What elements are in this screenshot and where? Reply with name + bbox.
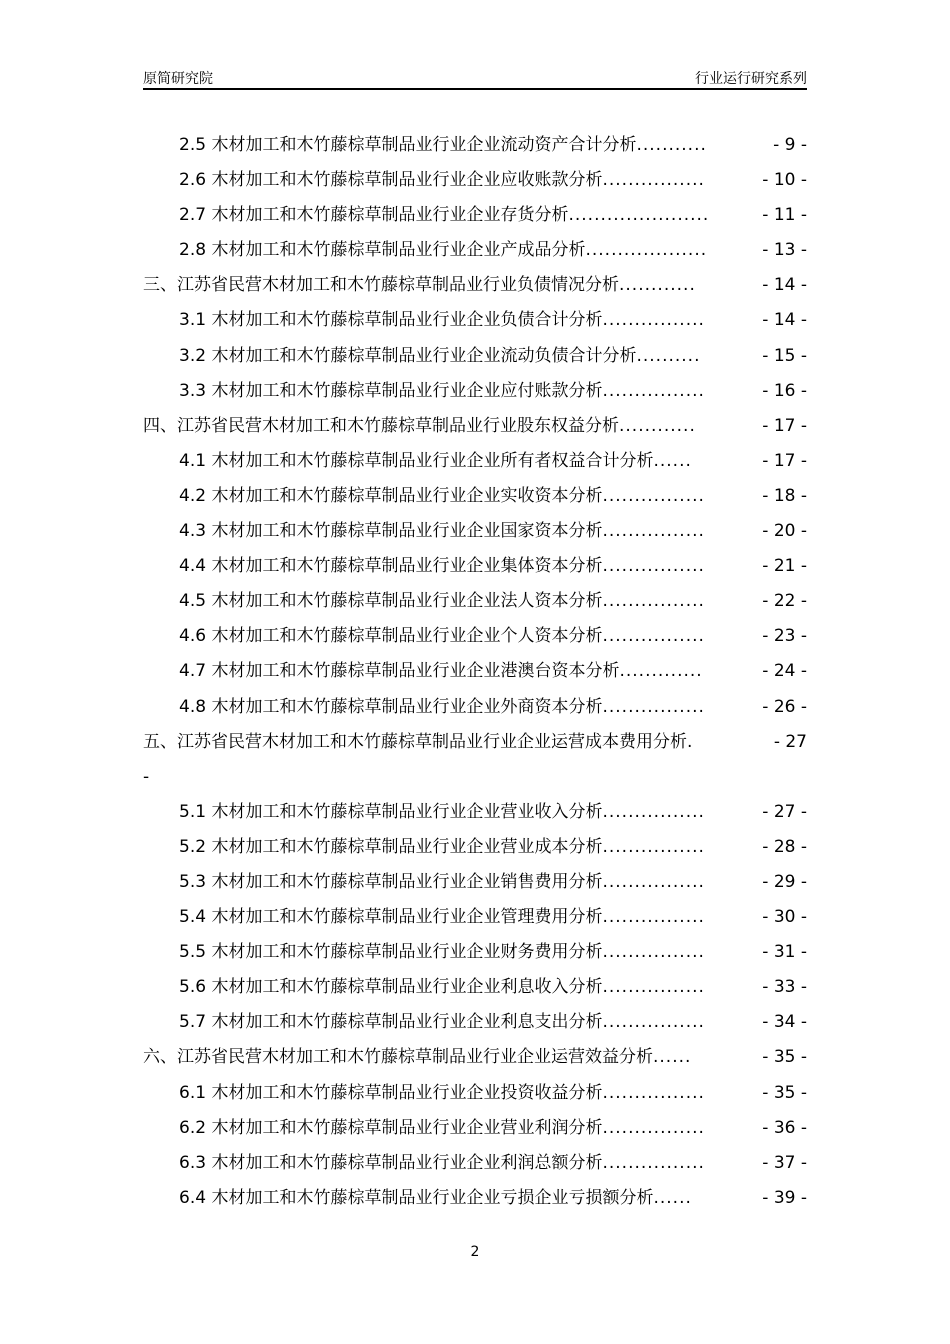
toc-leader-dots: ................: [602, 1082, 705, 1103]
toc-page-number: - 13 -: [762, 240, 807, 261]
toc-page-number: - 11 -: [762, 205, 807, 226]
toc-leader-dots: ................: [602, 485, 705, 506]
toc-page-number: - 27 -: [762, 801, 807, 822]
toc-page-number: - 34 -: [762, 1012, 807, 1033]
toc-leader-dots: ................: [602, 380, 705, 401]
toc-page-number: - 31 -: [762, 942, 807, 963]
toc-page-number: - 14 -: [762, 310, 807, 331]
toc-entry-title: 6.2 木材加工和木竹藤棕草制品业行业企业营业利润分析: [179, 1117, 603, 1138]
toc-leader-dots: ......: [653, 1187, 692, 1208]
toc-entry[interactable]: [143, 865, 807, 900]
header-series-name: 行业运行研究系列: [695, 71, 807, 87]
toc-entry[interactable]: [143, 654, 807, 689]
toc-leader-dots: ................: [602, 170, 705, 191]
toc-leader-dots: .............: [619, 661, 703, 682]
toc-page-number: - 21 -: [762, 556, 807, 577]
toc-entry-title: 4.5 木材加工和木竹藤棕草制品业行业企业法人资本分析: [179, 591, 603, 612]
toc-leader-dots: ................: [602, 1117, 705, 1138]
table-of-contents: [143, 128, 807, 1216]
toc-page-number: - 30 -: [762, 907, 807, 928]
toc-leader-dots: ................: [602, 871, 705, 892]
toc-entry-title: 3.2 木材加工和木竹藤棕草制品业行业企业流动负债合计分析: [179, 345, 637, 366]
toc-entry-title: 6.4 木材加工和木竹藤棕草制品业行业企业亏损企业亏损额分析: [179, 1187, 654, 1208]
toc-entry[interactable]: [143, 725, 807, 760]
toc-entry[interactable]: [143, 1076, 807, 1111]
toc-leader-dots: ................: [602, 626, 705, 647]
toc-page-number: - 22 -: [762, 591, 807, 612]
toc-entry-title: 5.6 木材加工和木竹藤棕草制品业行业企业利息收入分析: [179, 977, 603, 998]
toc-entry-title: 四、江苏省民营木材加工和木竹藤棕草制品业行业股东权益分析: [143, 415, 619, 436]
toc-entry-title: 4.8 木材加工和木竹藤棕草制品业行业企业外商资本分析: [179, 696, 603, 717]
toc-entry[interactable]: [143, 128, 807, 163]
toc-page-number: - 17 -: [762, 450, 807, 471]
toc-page-number: - 37 -: [762, 1152, 807, 1173]
toc-entry[interactable]: [143, 198, 807, 233]
toc-page-number: - 16 -: [762, 380, 807, 401]
toc-entry-title: 三、江苏省民营木材加工和木竹藤棕草制品业行业负债情况分析: [143, 275, 619, 296]
toc-entry[interactable]: [143, 409, 807, 444]
toc-entry-title: 4.2 木材加工和木竹藤棕草制品业行业企业实收资本分析: [179, 485, 603, 506]
toc-leader-dots: .: [687, 731, 694, 752]
toc-entry-title: 2.6 木材加工和木竹藤棕草制品业行业企业应收账款分析: [179, 170, 603, 191]
toc-entry[interactable]: [143, 1040, 807, 1075]
toc-leader-dots: ...................: [585, 240, 708, 261]
toc-entry-title: 3.1 木材加工和木竹藤棕草制品业行业企业负债合计分析: [179, 310, 603, 331]
toc-leader-dots: ............: [619, 415, 696, 436]
toc-page-number: - 9 -: [773, 135, 807, 155]
toc-leader-dots: ......................: [568, 205, 710, 226]
toc-entry-title: 2.7 木材加工和木竹藤棕草制品业行业企业存货分析: [179, 205, 569, 226]
toc-entry-title: 5.5 木材加工和木竹藤棕草制品业行业企业财务费用分析: [179, 942, 603, 963]
toc-page-number: - 17 -: [762, 415, 807, 436]
toc-leader-dots: ................: [602, 942, 705, 963]
toc-entry[interactable]: [143, 1146, 807, 1181]
toc-entry-title: 3.3 木材加工和木竹藤棕草制品业行业企业应付账款分析: [179, 380, 603, 401]
toc-page-number: - 15 -: [762, 345, 807, 366]
toc-entry[interactable]: [143, 970, 807, 1005]
toc-page-number: - 28 -: [762, 836, 807, 857]
toc-page-number: - 29 -: [762, 871, 807, 892]
toc-entry[interactable]: [143, 1005, 807, 1040]
toc-entry-title: 5.2 木材加工和木竹藤棕草制品业行业企业营业成本分析: [179, 836, 603, 857]
toc-entry-title: 5.3 木材加工和木竹藤棕草制品业行业企业销售费用分析: [179, 871, 603, 892]
toc-page-number: - 26 -: [762, 696, 807, 717]
page-header: [143, 66, 807, 90]
header-org-name: 原简研究院: [143, 71, 213, 87]
toc-leader-dots: ......: [653, 450, 692, 471]
toc-page-number: - 35 -: [762, 1082, 807, 1103]
toc-entry[interactable]: [143, 444, 807, 479]
toc-entry[interactable]: [143, 619, 807, 654]
toc-entry[interactable]: [143, 233, 807, 268]
toc-entry[interactable]: [143, 584, 807, 619]
toc-entry[interactable]: [143, 339, 807, 374]
toc-entry[interactable]: [143, 830, 807, 865]
toc-leader-dots: ...........: [636, 135, 707, 155]
toc-entry[interactable]: [143, 549, 807, 584]
toc-entry[interactable]: [143, 303, 807, 338]
toc-entry[interactable]: [143, 514, 807, 549]
toc-entry-title: 5.7 木材加工和木竹藤棕草制品业行业企业利息支出分析: [179, 1012, 603, 1033]
toc-page-number: - 39 -: [762, 1187, 807, 1208]
toc-entry[interactable]: [143, 900, 807, 935]
toc-entry[interactable]: [143, 690, 807, 725]
toc-entry[interactable]: [143, 479, 807, 514]
toc-leader-dots: ................: [602, 696, 705, 717]
toc-page-number-wrap: -: [143, 766, 150, 787]
toc-page-number: - 14 -: [762, 275, 807, 296]
toc-entry-title: 5.1 木材加工和木竹藤棕草制品业行业企业营业收入分析: [179, 801, 603, 822]
toc-entry-title: 2.8 木材加工和木竹藤棕草制品业行业企业产成品分析: [179, 240, 586, 261]
toc-entry-title: 4.3 木材加工和木竹藤棕草制品业行业企业国家资本分析: [179, 521, 603, 542]
toc-page-number: - 18 -: [762, 485, 807, 506]
toc-page-number: - 36 -: [762, 1117, 807, 1138]
toc-entry-title: 5.4 木材加工和木竹藤棕草制品业行业企业管理费用分析: [179, 907, 603, 928]
toc-entry-title: 六、江苏省民营木材加工和木竹藤棕草制品业行业企业运营效益分析: [143, 1047, 653, 1068]
page-number: 2: [470, 1244, 480, 1260]
toc-entry-title: 五、江苏省民营木材加工和木竹藤棕草制品业行业企业运营成本费用分析: [143, 731, 687, 752]
toc-entry[interactable]: [143, 268, 807, 303]
toc-entry[interactable]: [143, 163, 807, 198]
toc-entry-title: 4.4 木材加工和木竹藤棕草制品业行业企业集体资本分析: [179, 556, 603, 577]
toc-entry[interactable]: [143, 374, 807, 409]
toc-leader-dots: ................: [602, 591, 705, 612]
toc-leader-dots: ................: [602, 556, 705, 577]
toc-page-number: - 33 -: [762, 977, 807, 998]
toc-leader-dots: ................: [602, 521, 705, 542]
toc-leader-dots: ......: [653, 1047, 692, 1068]
toc-leader-dots: ................: [602, 1012, 705, 1033]
toc-entry[interactable]: [143, 935, 807, 970]
toc-page-number: - 27: [773, 731, 807, 752]
toc-leader-dots: ................: [602, 907, 705, 928]
toc-page-number: - 20 -: [762, 521, 807, 542]
toc-entry-title: 6.1 木材加工和木竹藤棕草制品业行业企业投资收益分析: [179, 1082, 603, 1103]
toc-entry-title: 4.1 木材加工和木竹藤棕草制品业行业企业所有者权益合计分析: [179, 450, 654, 471]
toc-entry-title: 4.7 木材加工和木竹藤棕草制品业行业企业港澳台资本分析: [179, 661, 620, 682]
toc-page-number: - 10 -: [762, 170, 807, 191]
toc-entry[interactable]: [143, 1181, 807, 1216]
toc-leader-dots: ................: [602, 1152, 705, 1173]
toc-entry[interactable]: [143, 795, 807, 830]
toc-leader-dots: ................: [602, 977, 705, 998]
toc-entry-title: 2.5 木材加工和木竹藤棕草制品业行业企业流动资产合计分析: [179, 135, 637, 155]
toc-leader-dots: ................: [602, 801, 705, 822]
toc-leader-dots: ............: [619, 275, 696, 296]
toc-entry-title: 4.6 木材加工和木竹藤棕草制品业行业企业个人资本分析: [179, 626, 603, 647]
toc-page-number: - 23 -: [762, 626, 807, 647]
toc-page-number: - 35 -: [762, 1047, 807, 1068]
toc-leader-dots: ................: [602, 310, 705, 331]
toc-leader-dots: ..........: [636, 345, 701, 366]
toc-leader-dots: ................: [602, 836, 705, 857]
toc-page-number: - 24 -: [762, 661, 807, 682]
toc-entry[interactable]: [143, 1111, 807, 1146]
toc-entry-title: 6.3 木材加工和木竹藤棕草制品业行业企业利润总额分析: [179, 1152, 603, 1173]
